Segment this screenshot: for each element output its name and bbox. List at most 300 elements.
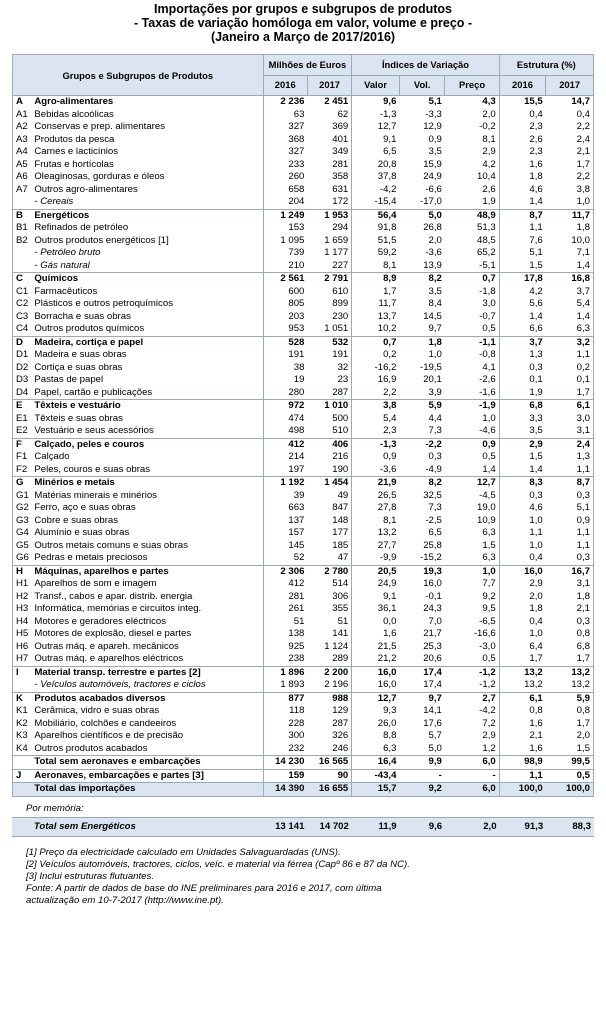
table-row	[13, 222, 594, 235]
row-label: Total sem aeronaves e embarcações	[31, 756, 263, 770]
row-label: Aparelhos de som e imagem	[34, 578, 157, 589]
row-label: Mobiliário, colchões e candeeiros	[34, 717, 177, 729]
value-2017: 2 780	[307, 565, 351, 578]
table-row	[13, 527, 594, 540]
structure-2016: 1,6	[499, 159, 546, 172]
value-2017: 306	[332, 590, 349, 602]
index-vol: 20,1	[423, 374, 442, 385]
total-row	[13, 783, 594, 797]
row-code: A	[16, 96, 23, 107]
index-vol: 5,1	[428, 96, 442, 107]
row-label: Papel, cartão e publicações	[34, 386, 153, 398]
table-row	[13, 349, 594, 362]
index-preco: 7,7	[482, 578, 496, 589]
value-2017: 16 565	[307, 756, 351, 770]
memo-v17: 14 702	[307, 817, 351, 836]
value-2016: 368	[263, 134, 307, 147]
group-row	[13, 400, 594, 413]
value-2017: 358	[332, 171, 349, 182]
index-valor: 6,3	[352, 743, 400, 756]
index-preco: 1,0	[482, 412, 496, 424]
index-valor: 8,9	[352, 273, 400, 286]
value-2017: 349	[332, 146, 349, 157]
structure-2017: 0,3	[576, 552, 590, 563]
value-2016: 238	[263, 653, 307, 666]
value-2017: 355	[332, 603, 349, 614]
structure-2017: 6,1	[546, 400, 594, 413]
row-label: Conservas e prep. alimentares	[34, 121, 165, 132]
group-row	[13, 438, 594, 451]
row-label: Aparelhos científicos e de precisão	[34, 730, 184, 741]
index-valor: -4,2	[352, 184, 400, 197]
table-row	[13, 134, 594, 147]
row-label: Matérias minerais e minérios	[34, 489, 157, 501]
index-preco: 51,3	[477, 222, 496, 233]
value-2016: 137	[263, 515, 307, 528]
row-label: Outras máq. e aparelhos eléctricos	[34, 653, 184, 664]
row-label: Calçado	[34, 451, 70, 462]
index-preco: 2,7	[445, 692, 499, 705]
structure-2017: 5,4	[576, 298, 590, 309]
index-preco: -	[445, 769, 499, 783]
table-row	[13, 705, 594, 718]
index-vol: 24,9	[423, 171, 442, 182]
row-code: H5	[16, 628, 29, 639]
structure-2016: 98,9	[499, 756, 546, 770]
table-row	[13, 591, 594, 604]
table-row	[13, 286, 594, 299]
structure-2017: 1,8	[576, 590, 590, 602]
row-code: K1	[16, 705, 28, 716]
index-preco: -1,6	[479, 386, 496, 398]
group-row	[13, 336, 594, 349]
structure-2016: 1,4	[499, 311, 546, 324]
value-2017: 129	[332, 705, 349, 716]
index-vol: 7,0	[428, 615, 442, 627]
structure-2016: 100,0	[499, 783, 546, 797]
structure-2016: 17,8	[499, 273, 546, 286]
index-preco: 1,5	[482, 539, 496, 551]
structure-2016: 6,4	[499, 641, 546, 654]
value-2016: 38	[263, 362, 307, 375]
header-structure: Estrutura (%)	[499, 55, 593, 76]
table-row	[13, 515, 594, 528]
index-vol: 26,8	[423, 222, 442, 233]
row-label: Total das importações	[31, 783, 263, 797]
index-vol: 5,0	[428, 742, 442, 754]
row-label: Outros metais comuns e suas obras	[34, 539, 188, 551]
structure-2017: 1,8	[576, 222, 590, 233]
structure-2016: 4,2	[499, 286, 546, 299]
value-2016: 118	[263, 705, 307, 718]
value-2016: 145	[263, 540, 307, 553]
structure-2016: 13,2	[499, 679, 546, 692]
structure-2016: 0,3	[499, 362, 546, 375]
index-preco: 4,1	[482, 361, 496, 373]
value-2016: 877	[263, 692, 307, 705]
footnote: [2] Veículos automóveis, tractores, ciclos, veíc. e material via férrea (Capº 86 e 87 da NC).	[26, 858, 410, 870]
value-2016: 953	[263, 323, 307, 336]
index-vol: -3,6	[425, 247, 442, 258]
index-valor: 9,1	[352, 134, 400, 147]
value-2016: 197	[263, 464, 307, 477]
index-preco: -1,8	[479, 285, 496, 297]
index-valor: 26,0	[352, 718, 400, 731]
value-2017: 899	[332, 298, 349, 309]
index-valor: 56,4	[352, 209, 400, 222]
structure-2017: 0,8	[576, 705, 590, 716]
subtotal-row	[13, 756, 594, 770]
index-valor: 10,2	[352, 323, 400, 336]
structure-2017: 0,3	[576, 489, 590, 501]
index-valor: 27,8	[352, 502, 400, 515]
value-2017: 1 659	[324, 234, 349, 246]
value-2016: 51	[263, 616, 307, 629]
title-line-1: Importações por grupos e subgrupos de produtos	[154, 2, 452, 16]
table-row	[13, 653, 594, 666]
index-preco: 4,2	[482, 158, 496, 170]
table-row	[13, 578, 594, 591]
structure-2017: 13,2	[546, 666, 594, 679]
value-2016: 805	[263, 298, 307, 311]
structure-2016: 1,7	[499, 653, 546, 666]
value-2016: 498	[263, 425, 307, 438]
structure-2017: 2,0	[576, 730, 590, 741]
value-2016: 2 561	[263, 273, 307, 286]
structure-2017: 1,1	[576, 463, 590, 475]
header-vol: Vol.	[399, 75, 444, 96]
index-valor: 21,2	[352, 653, 400, 666]
value-2016: 159	[263, 769, 307, 783]
row-code: C4	[16, 323, 29, 334]
index-preco: 0,9	[445, 438, 499, 451]
table-row	[13, 641, 594, 654]
memo-s17: 88,3	[546, 817, 594, 836]
structure-2017: 16,7	[546, 565, 594, 578]
value-2017: 510	[332, 425, 349, 436]
row-label: Produtos acabados diversos	[31, 692, 263, 705]
row-code: C2	[16, 298, 29, 309]
structure-2017: 1,3	[576, 451, 590, 462]
index-valor: 20,5	[352, 565, 400, 578]
value-2017: 1 124	[324, 640, 349, 652]
index-valor: -1,3	[352, 438, 400, 451]
row-label: Outros agro-alimentares	[34, 183, 138, 195]
structure-2017: 1,1	[576, 349, 590, 360]
value-2016: 203	[263, 311, 307, 324]
structure-2016: 1,5	[499, 260, 546, 273]
structure-2016: 3,3	[499, 413, 546, 426]
structure-2016: 1,8	[499, 171, 546, 184]
row-code: A6	[16, 171, 28, 182]
value-2016: 39	[263, 490, 307, 503]
index-vol: 0,3	[428, 451, 442, 462]
structure-2016: 1,0	[499, 515, 546, 528]
index-vol: 7,3	[428, 425, 442, 436]
row-label: Peles, couros e suas obras	[34, 463, 151, 475]
structure-2017: 5,1	[576, 502, 590, 513]
structure-2016: 1,1	[499, 527, 546, 540]
value-2017: 287	[332, 386, 349, 398]
structure-2017: 10,0	[571, 234, 590, 246]
header-millions: Milhões de Euros	[263, 55, 352, 76]
index-valor: 16,0	[352, 679, 400, 692]
structure-2017: 2,1	[576, 603, 590, 614]
row-code: G1	[16, 489, 29, 501]
value-2016: 210	[263, 260, 307, 273]
group-row	[13, 477, 594, 490]
footnote: actualização em 10-7-2017 (http://www.ine.pt).	[26, 894, 224, 906]
footnote: [1] Preço da electricidade calculado em Unidades Salvaguardadas (UNS).	[26, 846, 341, 858]
index-vol: 16,0	[423, 578, 442, 589]
table-row	[13, 387, 594, 400]
structure-2017: 2,4	[576, 133, 590, 145]
row-code: H6	[16, 640, 29, 652]
table-row	[13, 540, 594, 553]
row-label: Energéticos	[31, 209, 263, 222]
row-label: Pastas de papel	[34, 374, 104, 385]
value-2016: 191	[263, 349, 307, 362]
index-vol: 3,5	[428, 285, 442, 297]
value-2016: 281	[263, 591, 307, 604]
structure-2016: 4,6	[499, 184, 546, 197]
index-valor: 11,7	[352, 298, 400, 311]
structure-2016: 1,1	[499, 769, 546, 783]
row-code: E	[13, 400, 32, 413]
row-label: Farmacêuticos	[34, 285, 98, 297]
index-preco: 10,4	[477, 171, 496, 182]
index-preco: 1,0	[445, 565, 499, 578]
value-2016: 63	[263, 109, 307, 122]
index-vol: -4,9	[425, 463, 442, 475]
row-label: Produtos da pesca	[34, 133, 115, 145]
value-2017: 847	[332, 502, 349, 513]
index-preco: 8,1	[482, 133, 496, 145]
structure-2017: 2,2	[576, 121, 590, 132]
structure-2017: 3,1	[576, 578, 590, 589]
row-code: H7	[16, 653, 29, 664]
structure-2016: 2,3	[499, 146, 546, 159]
structure-2016: 1,9	[499, 387, 546, 400]
table-row	[13, 374, 594, 387]
row-label: Pedras e metais preciosos	[34, 552, 148, 563]
index-preco: -1,2	[479, 679, 496, 690]
row-code: A1	[16, 108, 28, 120]
structure-2017: 2,1	[576, 146, 590, 157]
structure-2016: 1,6	[499, 743, 546, 756]
index-vol: 2,0	[428, 234, 442, 246]
index-vol: 6,5	[428, 527, 442, 538]
value-2017: 289	[332, 653, 349, 664]
index-vol: 32,5	[423, 489, 442, 501]
table-row	[13, 121, 594, 134]
row-code: D	[13, 336, 32, 349]
structure-2017: 5,9	[546, 692, 594, 705]
row-code: K	[13, 692, 32, 705]
structure-2017: 1,4	[576, 310, 590, 322]
index-preco: 0,5	[482, 451, 496, 462]
index-vol: 0,9	[428, 133, 442, 145]
index-vol: -17,0	[420, 196, 442, 207]
value-2017: 2 451	[324, 96, 349, 107]
value-2016: 138	[263, 628, 307, 641]
index-vol: 7,3	[428, 502, 442, 513]
table-row	[13, 616, 594, 629]
row-label: Plásticos e outros petroquímicos	[34, 298, 173, 309]
group-row	[13, 209, 594, 222]
index-preco: 0,7	[445, 273, 499, 286]
value-2016: 2 306	[263, 565, 307, 578]
index-valor: 27,7	[352, 540, 400, 553]
header-year-2017: 2017	[307, 75, 351, 96]
index-preco: 4,3	[482, 96, 496, 107]
index-vol: 14,5	[423, 310, 442, 322]
title-line-2: - Taxas de variação homóloga em valor, volume e preço -	[133, 16, 473, 30]
row-code: A5	[16, 158, 28, 170]
row-code: G4	[16, 527, 29, 538]
row-code: G3	[16, 514, 29, 526]
table-row	[13, 730, 594, 743]
structure-2017: 99,5	[546, 756, 594, 770]
row-code: D1	[16, 349, 29, 360]
structure-2016: 2,9	[499, 438, 546, 451]
table-row	[13, 235, 594, 248]
value-2017: 141	[332, 628, 349, 639]
structure-2017: 1,1	[576, 527, 590, 538]
index-preco: 2,6	[482, 183, 496, 195]
row-label: Frutas e hortícolas	[34, 158, 114, 170]
row-code: B2	[16, 234, 28, 246]
memo-v16: 13 141	[263, 817, 307, 836]
structure-2017: 0,8	[576, 628, 590, 639]
row-label: Outros produtos energéticos [1]	[34, 234, 169, 246]
structure-2016: 0,4	[499, 552, 546, 565]
value-2017: 23	[337, 374, 349, 385]
index-vol: -	[399, 769, 444, 783]
index-preco: -3,0	[479, 640, 496, 652]
memo-row	[12, 817, 594, 836]
row-code: B	[13, 209, 32, 222]
value-2017: 514	[332, 578, 349, 589]
index-preco: 2,0	[482, 108, 496, 120]
index-valor: -15,4	[352, 196, 400, 209]
value-2016: 300	[263, 730, 307, 743]
structure-2017: 0,4	[576, 108, 590, 120]
value-2017: 1 953	[307, 209, 351, 222]
memo-preco: 2,0	[445, 817, 499, 836]
structure-2016: 1,4	[499, 196, 546, 209]
structure-2017: 3,0	[576, 412, 590, 424]
value-2016: 214	[263, 451, 307, 464]
table-row	[13, 146, 594, 159]
value-2017: 610	[332, 285, 349, 297]
structure-2016: 6,1	[499, 692, 546, 705]
value-2016: 925	[263, 641, 307, 654]
structure-2017: 6,3	[576, 323, 590, 334]
row-label: Borracha e suas obras	[34, 310, 131, 322]
value-2017: 631	[332, 183, 349, 195]
structure-2016: 15,5	[499, 96, 546, 109]
row-label: Motores de explosão, diesel e partes	[34, 628, 192, 639]
index-valor: 2,2	[352, 387, 400, 400]
table-row	[13, 184, 594, 197]
row-code: F2	[16, 463, 28, 475]
index-vol: 25,3	[423, 640, 442, 652]
structure-2016: 1,1	[499, 222, 546, 235]
value-2017: 177	[332, 527, 349, 538]
index-vol: -3,3	[425, 108, 442, 120]
row-code: A4	[16, 146, 28, 157]
structure-2016: 0,8	[499, 705, 546, 718]
memo-table	[12, 817, 594, 837]
row-label: Minérios e metais	[31, 477, 263, 490]
value-2017: 172	[332, 196, 349, 207]
header-struct-2017: 2017	[546, 75, 594, 96]
value-2017: 1 177	[324, 247, 349, 258]
row-label: Motores e geradores eléctricos	[34, 615, 167, 627]
structure-2016: 5,1	[499, 247, 546, 260]
index-preco: -1,1	[445, 336, 499, 349]
structure-2016: 1,5	[499, 451, 546, 464]
index-vol: -0,1	[425, 590, 442, 602]
value-2016: 327	[263, 146, 307, 159]
memo-label: Por memória:	[26, 802, 84, 814]
index-valor: 12,7	[352, 692, 400, 705]
row-label: Material transp. terrestre e partes [2]	[31, 666, 263, 679]
index-valor: 9,3	[352, 705, 400, 718]
row-code: A3	[16, 133, 28, 145]
row-label: Têxteis e vestuário	[31, 400, 263, 413]
value-2016: 658	[263, 184, 307, 197]
value-2017: 190	[332, 463, 349, 475]
table-row	[13, 502, 594, 515]
row-code: G6	[16, 552, 29, 563]
index-vol: 9,7	[428, 323, 442, 334]
row-label: Refinados de petróleo	[34, 222, 129, 233]
group-row	[13, 565, 594, 578]
value-2016: 972	[263, 400, 307, 413]
value-2017: 1 051	[324, 323, 349, 334]
index-valor: 1,6	[352, 628, 400, 641]
value-2017: 227	[332, 259, 349, 271]
row-code: F	[13, 438, 32, 451]
value-2016: 1 893	[263, 679, 307, 692]
value-2016: 1 192	[263, 477, 307, 490]
structure-2017: 0,3	[576, 615, 590, 627]
structure-2017: 100,0	[546, 783, 594, 797]
value-2016: 663	[263, 502, 307, 515]
memo-vol: 9,6	[400, 817, 446, 836]
index-vol: 25,8	[423, 539, 442, 551]
value-2016: 1 095	[263, 235, 307, 248]
header-indices: Índices de Variação	[352, 55, 499, 76]
row-label: Bebidas alcoólicas	[34, 108, 114, 120]
index-preco: -2,6	[479, 374, 496, 385]
index-vol: 17,6	[423, 717, 442, 729]
value-2017: 51	[337, 615, 349, 627]
table-row	[13, 425, 594, 438]
index-vol: 5,7	[428, 730, 442, 741]
row-label: Transf., cabos e apar. distrib. energia	[34, 590, 193, 602]
row-code: D3	[16, 374, 29, 385]
index-valor: 37,8	[352, 171, 400, 184]
index-preco: 3,0	[482, 298, 496, 309]
index-vol: 3,5	[428, 146, 442, 157]
index-preco: 48,5	[477, 234, 496, 246]
structure-2017: 3,7	[576, 285, 590, 297]
index-vol: 9,2	[399, 783, 444, 797]
index-vol: 13,9	[423, 259, 442, 271]
